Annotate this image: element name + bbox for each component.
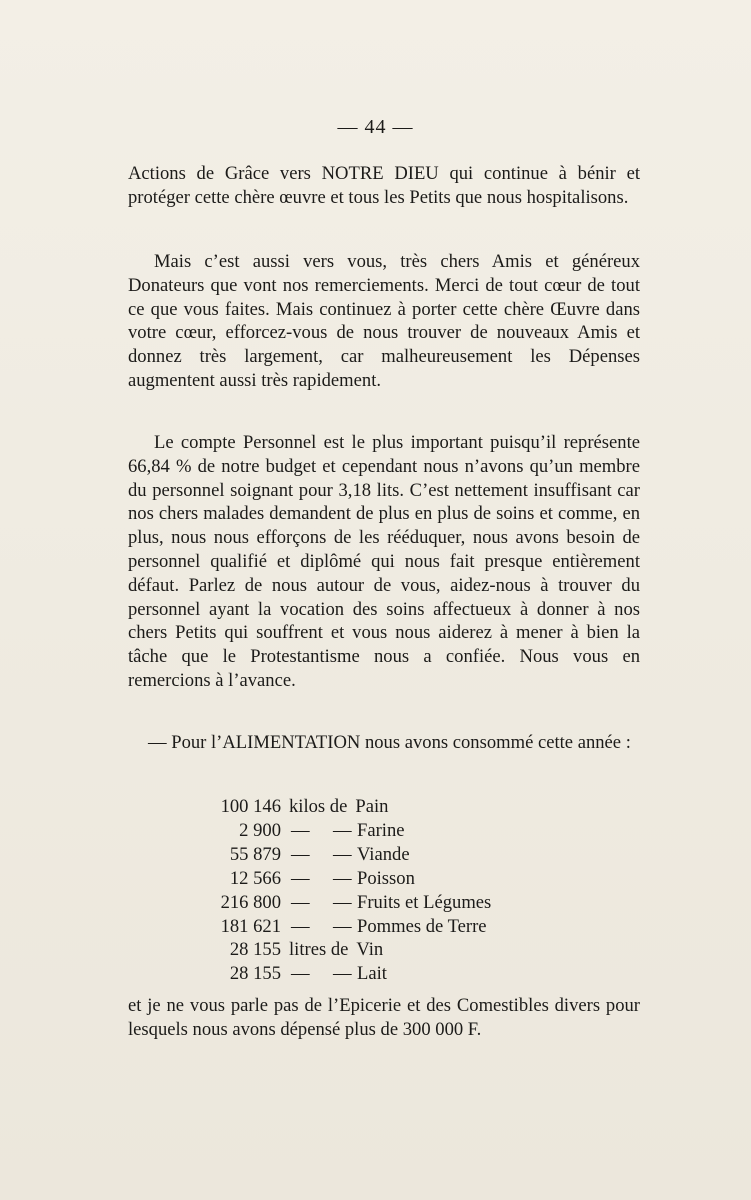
item-description: Pommes de Terre <box>357 915 487 937</box>
list-item <box>198 867 578 891</box>
paragraph-compte-personnel: Le compte Personnel est le plus important puisqu’il représente 66,84 % de notre budget et cependant nous n’avons qu’un membre du personnel soignant pour 3,18 lits. C’est nettement insuffisant car nos chers malades demandent de plus en plus de soins et comme, en plus, nous nous efforçons de les rééduquer, nous avons besoin de personnel qualifié et diplômé qui nous fait presque entièrement défaut. Parlez de nous autour de vous, aidez-nous à trouver du personnel ayant la vocation des soins affectueux à donner à nos chers Petits qui souffrent et vous nous aiderez à mener à bien la tâche que le Protestantisme nous a confiée. Nous vous en remercions à l’avance. <box>128 432 640 691</box>
item-description: Vin <box>356 939 384 961</box>
list-item <box>198 915 578 939</box>
item-unit: kilos de <box>289 796 348 817</box>
ditto-dash: — <box>333 867 352 889</box>
paragraph-alimentation-intro: — Pour l’ALIMENTATION nous avons consommé cette année : <box>148 732 631 753</box>
list-item <box>198 962 578 986</box>
item-quantity: 2 900 <box>239 819 281 841</box>
ditto-dash: — <box>333 843 352 865</box>
item-unit: litres de <box>289 939 349 961</box>
paragraph-actions-de-grace: Actions de Grâce vers NOTRE DIEU qui continue à bénir et protéger cette chère œuvre et tous les Petits que nous hospitalisons. <box>128 163 640 208</box>
paragraph-epicerie: et je ne vous parle pas de l’Epicerie et des Comestibles divers pour lesquels nous avons dépensé plus de 300 000 F. <box>128 995 640 1040</box>
item-description: Lait <box>357 963 387 985</box>
item-quantity: 28 155 <box>229 963 281 985</box>
ditto-dash: — <box>291 963 310 985</box>
page-number: — 44 — <box>337 116 414 138</box>
ditto-dash: — <box>291 915 310 937</box>
item-description: Fruits et Légumes <box>357 891 492 913</box>
list-item <box>198 819 578 843</box>
item-description: Farine <box>357 819 405 841</box>
list-item <box>198 938 578 962</box>
item-description: Pain <box>355 796 389 817</box>
item-description: Poisson <box>357 867 415 889</box>
list-item <box>198 843 578 867</box>
ditto-dash: — <box>333 915 352 937</box>
ditto-dash: — <box>333 819 352 841</box>
ditto-dash: — <box>291 819 310 841</box>
item-quantity: 100 146 <box>220 796 281 817</box>
ditto-dash: — <box>291 867 310 889</box>
paragraph-remerciements: Mais c’est aussi vers vous, très chers Amis et généreux Donateurs que vont nos remerciements. Merci de tout cœur de tout ce que vous faites. Mais continuez à porter cette chère Œuvre dans votre cœur, efforcez-vous de nous trouver de nouveaux Amis et donnez très largement, car malheureusement les Dépenses augmentent aussi très rapidement. <box>128 251 640 391</box>
item-description: Viande <box>357 843 410 865</box>
list-item <box>198 891 578 915</box>
ditto-dash: — <box>333 963 352 985</box>
ditto-dash: — <box>291 891 310 913</box>
item-quantity: 28 155 <box>229 939 281 961</box>
list-item <box>198 795 578 819</box>
ditto-dash: — <box>291 843 310 865</box>
alimentation-list <box>198 795 578 986</box>
ditto-dash: — <box>333 891 352 913</box>
item-quantity: 181 621 <box>220 915 281 937</box>
item-quantity: 12 566 <box>229 867 281 889</box>
item-quantity: 216 800 <box>220 891 281 913</box>
item-quantity: 55 879 <box>229 843 281 865</box>
